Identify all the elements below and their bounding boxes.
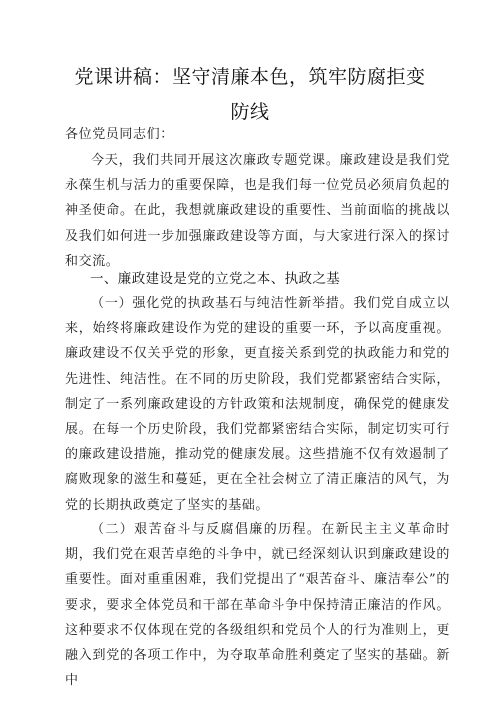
intro-paragraph: 今天，我们共同开展这次廉政专题党课。廉政建设是我们党永葆生机与活力的重要保障，也是我们每一位党员必须肩负起的神圣使命。在此，我想就廉政建设的重要性、当前面临的挑战以及我们如何进一步加强廉政建设等方面，与大家进行深入的探讨和交流。: [65, 153, 450, 269]
intro-paragraph-block: [65, 148, 450, 274]
section-1-paragraph-2-block: [65, 517, 450, 693]
document-title-line-2: 防线: [230, 101, 270, 123]
section-1-paragraph-2: （二）艰苦奋斗与反腐倡廉的历程。在新民主主义革命时期，我们党在艰苦卓绝的斗争中，就已经深刻认识到廉政建设的重要性。面对重重困难，我们党提出了“艰苦奋斗、廉洁奉公”的要求，要求全体党员和干部在革命斗争中保持清正廉洁的作风。这种要求不仅体现在党的各级组织和党员个人的行为准则上，更融入到党的各项工作中，为夺取革命胜利奠定了坚实的基础。新中: [65, 522, 450, 689]
section-1-paragraph-1-block: [65, 291, 450, 518]
document-title-line-1: 党课讲稿：坚守清廉本色，筑牢防腐拒变: [74, 66, 426, 88]
salutation: 各位党员同志们：: [65, 127, 174, 142]
section-1-paragraph-1: （一）强化党的执政基石与纯洁性新举措。我们党自成立以来，始终将廉政建设作为党的建设的重要一环，予以高度重视。廉政建设不仅关乎党的形象，更直接关系到党的执政能力和党的先进性、纯洁性。在不同的历史阶段，我们党都紧密结合实际，制定了一系列廉政建设的方针政策和法规制度，确保党的健康发展。在每一个历史阶段，我们党都紧密结合实际，制定切实可行的廉政建设措施，推动党的健康发展。这些措施不仅有效遏制了腐败现象的滋生和蔓延，更在全社会树立了清正廉洁的风气，为党的长期执政奠定了坚实的基础。: [65, 296, 450, 513]
section-1-heading: 一、廉政建设是党的立党之本、执政之基: [90, 271, 341, 287]
